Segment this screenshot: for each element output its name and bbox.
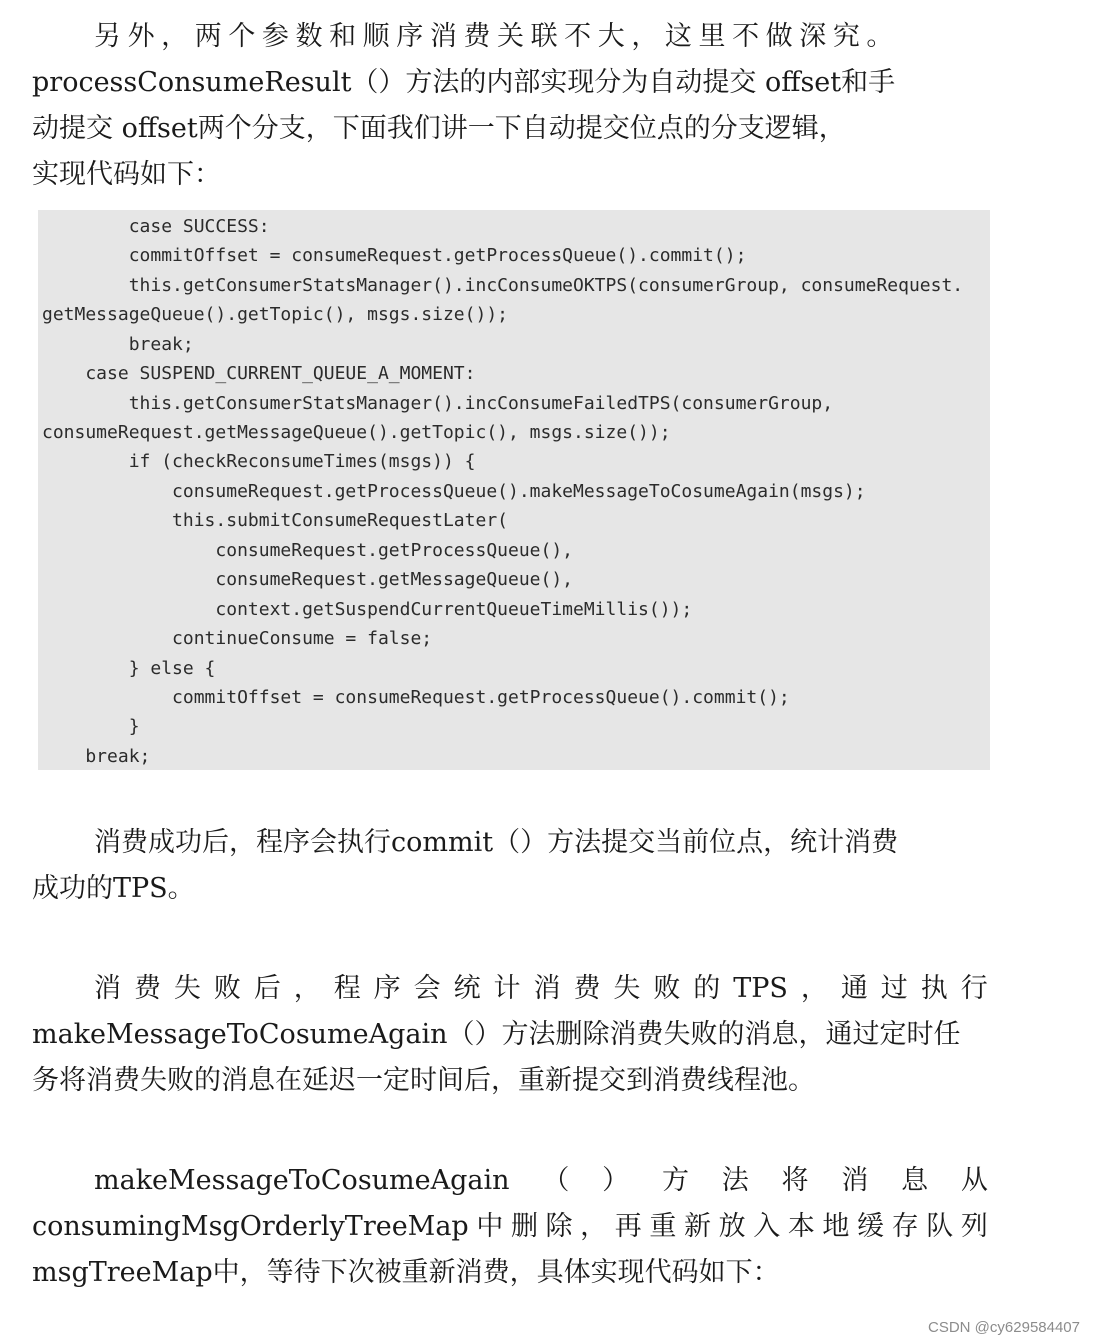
make-word: 从 xyxy=(960,1165,988,1196)
failure-word: 过 xyxy=(880,973,908,1004)
make-word: 地 xyxy=(822,1211,850,1242)
code-line: break; xyxy=(42,746,151,767)
failure-word: 失 xyxy=(173,973,201,1004)
success-line-1: 消费成功后，程序会执行commit（）方法提交当前位点，统计消费 xyxy=(94,827,899,858)
make-word: 法 xyxy=(721,1165,749,1196)
failure-word: 消 xyxy=(94,973,121,1004)
failure-paragraph xyxy=(32,966,988,1104)
success-line-2: 成功的TPS。 xyxy=(32,873,195,904)
intro-line-2: processConsumeResult（）方法的内部实现分为自动提交 offset和手 xyxy=(32,67,896,98)
code-block xyxy=(38,210,990,770)
failure-word: 计 xyxy=(493,973,521,1004)
code-line: this.submitConsumeRequestLater( xyxy=(42,510,508,531)
make-word: 删 xyxy=(510,1211,538,1242)
code-line: break; xyxy=(42,334,194,355)
make-word: 队 xyxy=(926,1211,954,1242)
intro-line-4: 实现代码如下： xyxy=(32,159,221,190)
make-word: （ xyxy=(542,1165,570,1196)
make-word: 列 xyxy=(960,1211,988,1242)
failure-word: 序 xyxy=(373,973,401,1004)
failure-word: ， xyxy=(293,973,321,1004)
failure-word: 费 xyxy=(133,973,161,1004)
failure-word: ， xyxy=(800,973,828,1004)
code-line: continueConsume = false; xyxy=(42,628,433,649)
code-line: consumeRequest.getMessageQueue(), xyxy=(42,569,574,590)
code-line: } xyxy=(42,716,140,737)
failure-line-2: makeMessageToCosumeAgain（）方法删除消费失败的消息，通过定时任 xyxy=(32,1019,961,1050)
make-word: 再 xyxy=(614,1211,642,1242)
make-word: 中 xyxy=(476,1211,504,1242)
code-line: case SUSPEND_CURRENT_QUEUE_A_MOMENT: xyxy=(42,363,476,384)
make-word: 放 xyxy=(718,1211,746,1242)
failure-word: 消 xyxy=(533,973,561,1004)
failure-word: TPS xyxy=(733,973,788,1004)
make-message-paragraph xyxy=(32,1158,988,1296)
code-line: context.getSuspendCurrentQueueTimeMillis()); xyxy=(42,599,693,620)
success-paragraph xyxy=(32,820,988,912)
make-word: 方 xyxy=(661,1165,689,1196)
make-word: 缓 xyxy=(857,1211,885,1242)
code-line: case SUCCESS: xyxy=(42,216,270,237)
failure-word: 的 xyxy=(693,973,721,1004)
make-word: 入 xyxy=(753,1211,781,1242)
code-line: if (checkReconsumeTimes(msgs)) { xyxy=(42,451,476,472)
intro-line-1: 另 外 ， 两 个 参 数 和 顺 序 消 费 关 联 不 大 ， 这 里 不 做 深 究 。 xyxy=(94,21,893,52)
make-word: 除 xyxy=(545,1211,573,1242)
csdn-watermark: CSDN @cy629584407 xyxy=(928,1319,1080,1336)
make-word: 息 xyxy=(901,1165,929,1196)
failure-line-3: 务将消费失败的消息在延迟一定时间后，重新提交到消费线程池。 xyxy=(32,1065,815,1096)
failure-line-1 xyxy=(32,966,988,1012)
make-word: 本 xyxy=(787,1211,815,1242)
intro-paragraph xyxy=(32,14,988,198)
failure-word: 败 xyxy=(653,973,681,1004)
code-line: commitOffset = consumeRequest.getProcessQueue().commit(); xyxy=(42,245,747,266)
failure-word: 执 xyxy=(920,973,948,1004)
failure-word: 行 xyxy=(960,973,988,1004)
make-word: 消 xyxy=(841,1165,869,1196)
code-line: consumeRequest.getProcessQueue(), xyxy=(42,540,574,561)
make-word: 存 xyxy=(891,1211,919,1242)
code-line: consumeRequest.getMessageQueue().getTopic(), msgs.size()); xyxy=(42,422,671,443)
make-word: 将 xyxy=(781,1165,809,1196)
code-line: this.getConsumerStatsManager().incConsumeFailedTPS(consumerGroup, xyxy=(42,393,834,414)
make-line-2 xyxy=(32,1204,988,1250)
failure-word: 失 xyxy=(613,973,641,1004)
failure-word: 程 xyxy=(333,973,361,1004)
make-line-3: msgTreeMap中，等待下次被重新消费，具体实现代码如下： xyxy=(32,1257,780,1288)
failure-word: 会 xyxy=(413,973,441,1004)
code-line: commitOffset = consumeRequest.getProcessQueue().commit(); xyxy=(42,687,790,708)
code-line: this.getConsumerStatsManager().incConsumeOKTPS(consumerGroup, consumeRequest. xyxy=(42,275,964,296)
make-word: 重 xyxy=(649,1211,677,1242)
make-word: consumingMsgOrderlyTreeMap xyxy=(32,1211,469,1242)
make-word: ， xyxy=(580,1211,608,1242)
failure-word: 通 xyxy=(840,973,868,1004)
make-word: ） xyxy=(602,1165,630,1196)
failure-word: 统 xyxy=(453,973,481,1004)
code-line: } else { xyxy=(42,658,216,679)
make-word: makeMessageToCosumeAgain xyxy=(94,1165,510,1196)
failure-word: 败 xyxy=(213,973,241,1004)
failure-word: 费 xyxy=(573,973,601,1004)
failure-word: 后 xyxy=(253,973,281,1004)
make-line-1 xyxy=(32,1158,988,1204)
make-word: 新 xyxy=(683,1211,711,1242)
intro-line-3: 动提交 offset两个分支，下面我们讲一下自动提交位点的分支逻辑， xyxy=(32,113,846,144)
code-line: consumeRequest.getProcessQueue().makeMessageToCosumeAgain(msgs); xyxy=(42,481,866,502)
code-line: getMessageQueue().getTopic(), msgs.size()); xyxy=(42,304,508,325)
